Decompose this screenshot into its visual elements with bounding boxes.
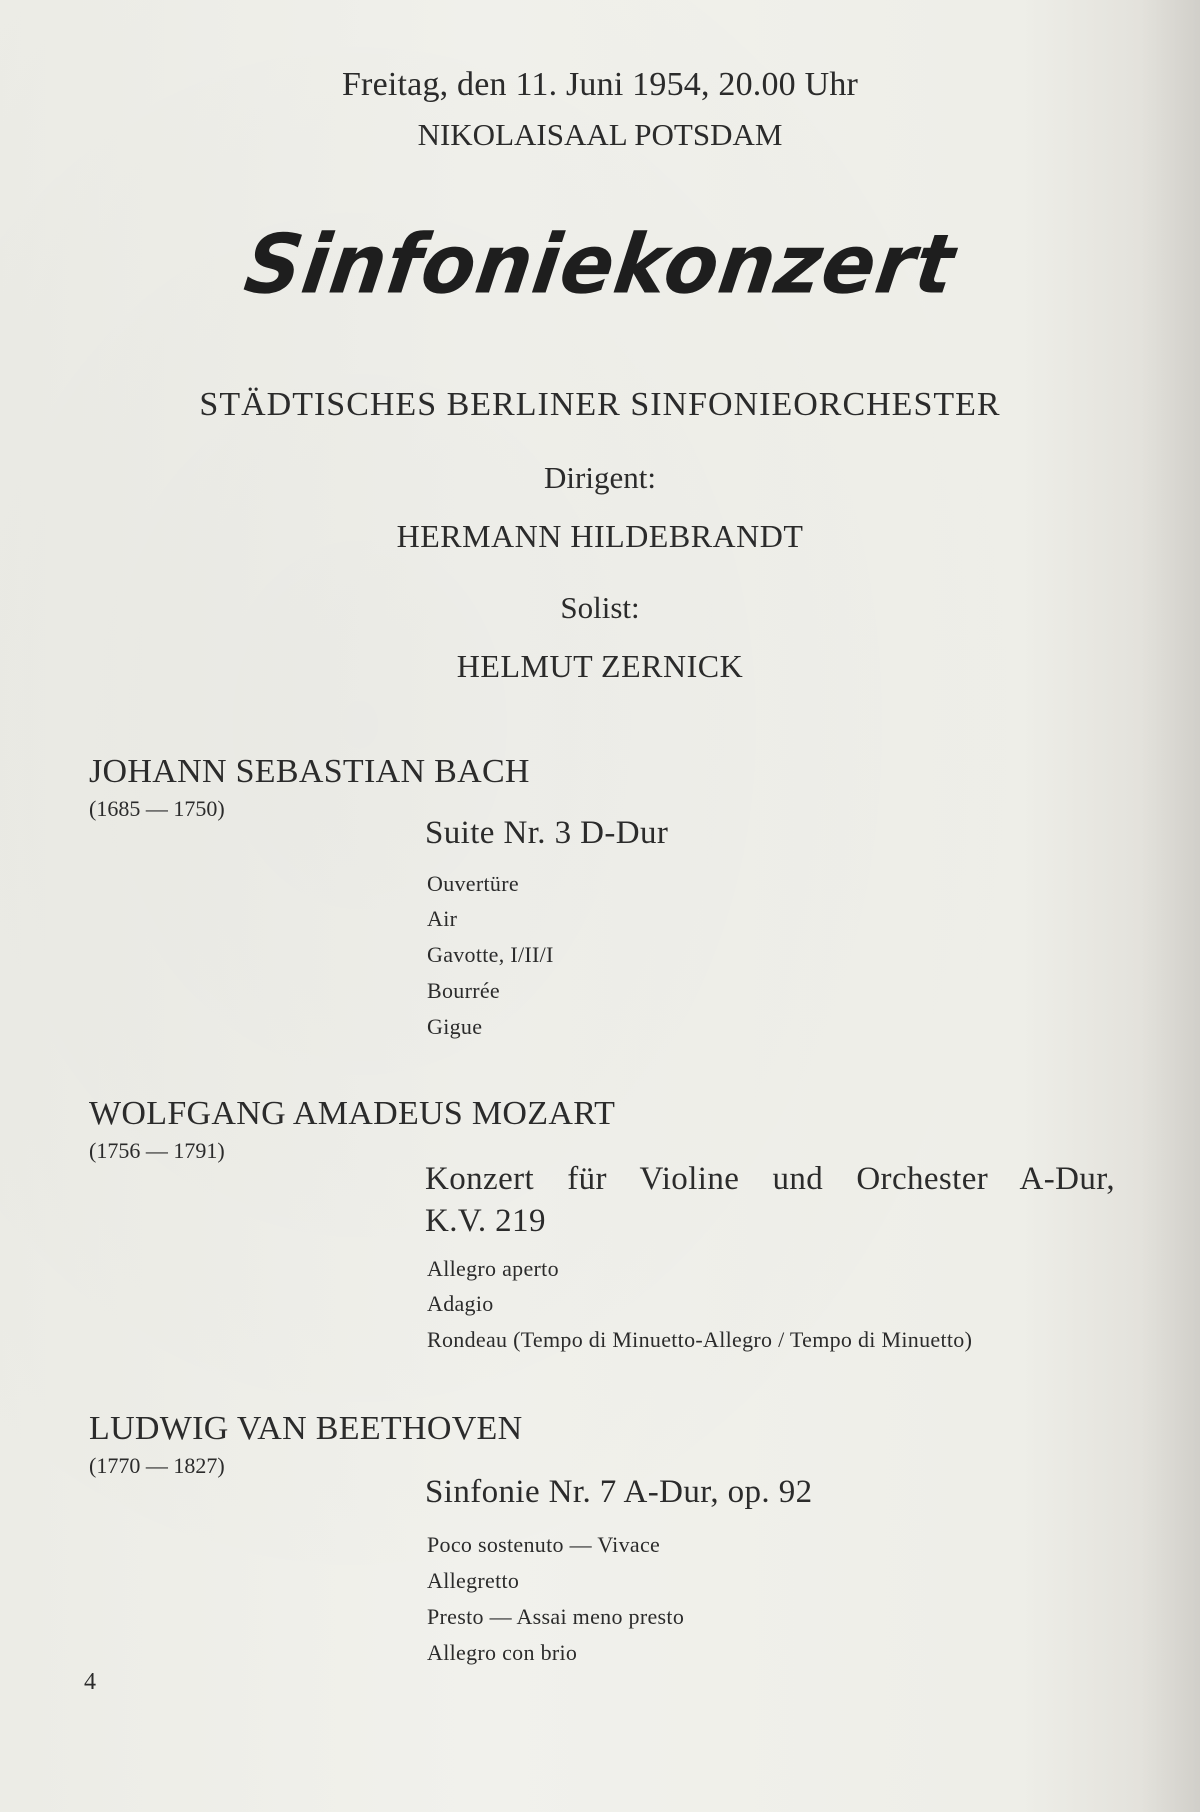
movement: Adagio: [427, 1291, 494, 1316]
movement: Ouvertüre: [427, 871, 519, 896]
conductor-name: HERMANN HILDEBRANDT: [396, 518, 804, 554]
composer-name: WOLFGANG AMADEUS MOZART: [89, 1095, 616, 1132]
date-time: Freitag, den 11. Juni 1954, 20.00 Uhr: [341, 66, 859, 103]
soloist-label: Solist:: [560, 590, 640, 625]
work-title: [425, 1158, 1115, 1242]
movement: Gigue: [427, 1014, 483, 1039]
work-title-line: K.V. 219: [425, 1203, 546, 1239]
composer-years: (1756 — 1791): [89, 1138, 225, 1163]
composer-years: (1685 — 1750): [89, 796, 225, 821]
movement: Poco sostenuto — Vivace: [427, 1532, 661, 1557]
movement: Air: [427, 906, 458, 931]
movement: Presto — Assai meno presto: [427, 1604, 685, 1629]
composer-name: JOHANN SEBASTIAN BACH: [89, 753, 530, 790]
movement: Allegretto: [427, 1568, 520, 1593]
conductor-label: Dirigent:: [544, 460, 656, 495]
orchestra-name: STÄDTISCHES BERLINER SINFONIEORCHESTER: [199, 386, 1001, 423]
work-title: Sinfonie Nr. 7 A-Dur, op. 92: [425, 1474, 813, 1510]
composer-name: LUDWIG VAN BEETHOVEN: [89, 1410, 523, 1447]
composer-years: (1770 — 1827): [89, 1453, 225, 1478]
work-title-line: Konzert für Violine und Orchester A-Dur,: [425, 1161, 1115, 1197]
soloist-name: HELMUT ZERNICK: [456, 648, 744, 684]
movement: Rondeau (Tempo di Minuetto-Allegro / Tempo di Minuetto): [427, 1327, 973, 1352]
venue: NIKOLAISAAL POTSDAM: [417, 117, 783, 152]
movement: Bourrée: [427, 978, 500, 1003]
movement: Allegro con brio: [427, 1640, 578, 1665]
work-title: Suite Nr. 3 D-Dur: [425, 815, 669, 851]
page-number: 4: [84, 1669, 96, 1695]
movement: Gavotte, I/II/I: [427, 942, 554, 967]
concert-title: Sinfoniekonzert: [239, 217, 961, 313]
movement: Allegro aperto: [427, 1256, 559, 1281]
